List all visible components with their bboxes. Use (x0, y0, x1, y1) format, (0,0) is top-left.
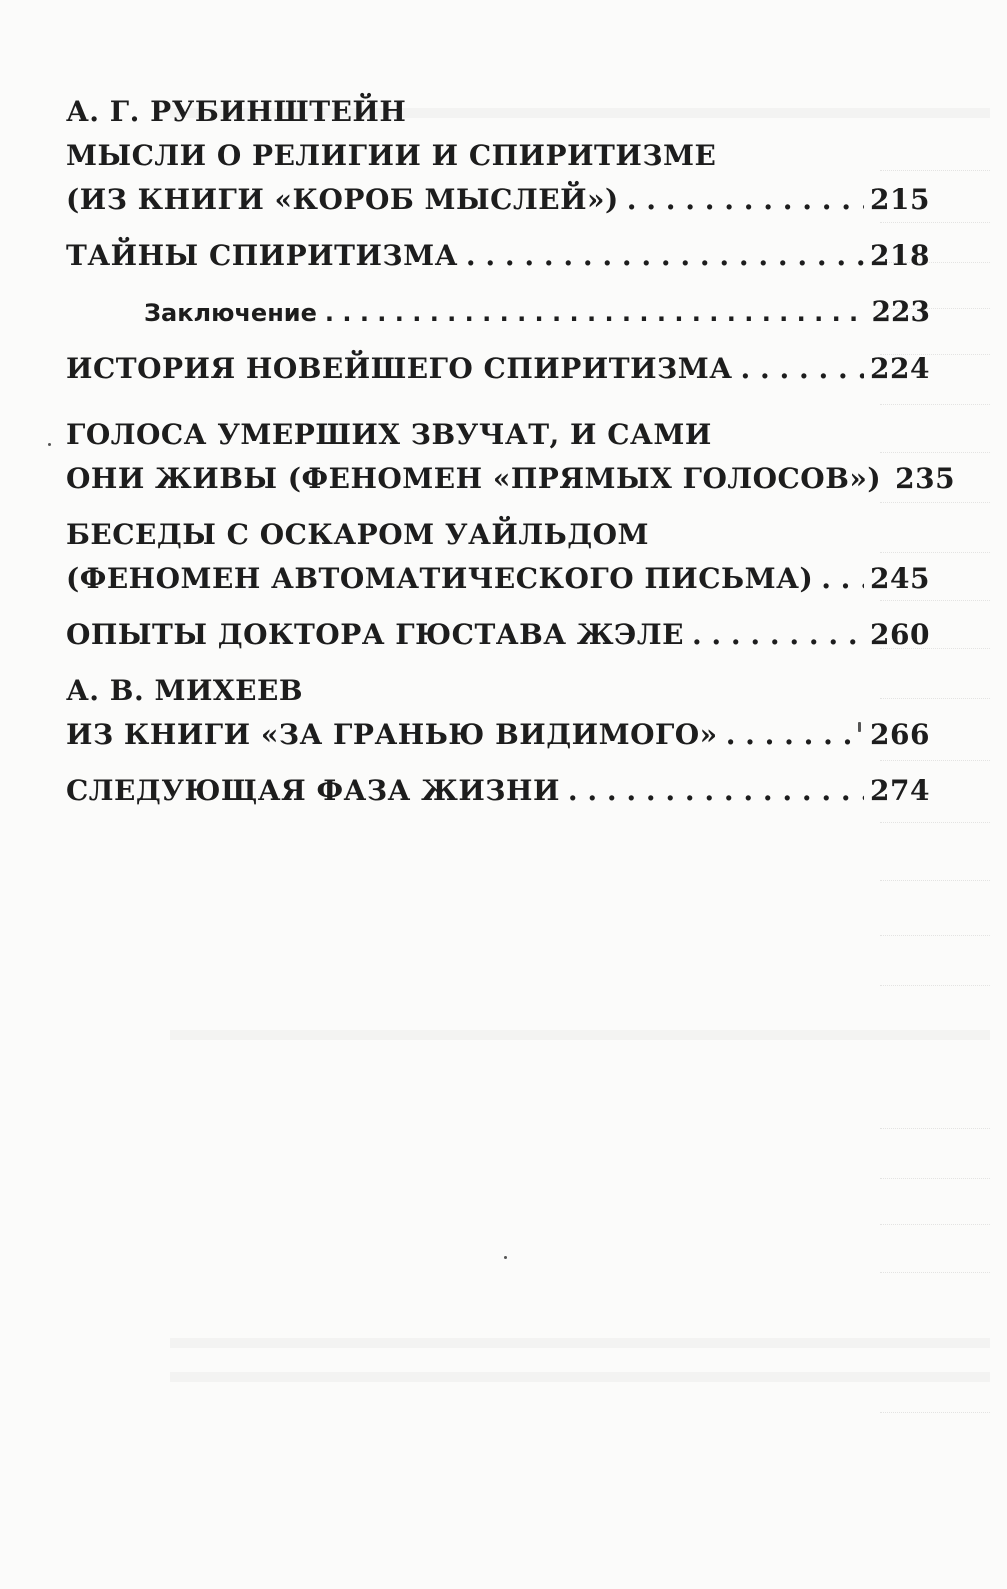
toc-page-number: 224 (870, 352, 930, 385)
dot-leader (568, 769, 864, 813)
toc-entry-title: ОПЫТЫ ДОКТОРА ГЮСТАВА ЖЭЛЕ (66, 618, 684, 651)
author-name: А. Г. РУБИНШТЕЙН (66, 95, 407, 128)
dot-leader (692, 613, 864, 657)
toc-entry[interactable] (66, 347, 930, 391)
toc-entry[interactable] (66, 178, 930, 222)
toc-entry[interactable] (66, 769, 930, 813)
speck-mark (48, 443, 51, 446)
toc-entry[interactable] (66, 557, 930, 601)
speck-mark (858, 722, 861, 732)
toc-entry-title: ИЗ КНИГИ «ЗА ГРАНЬЮ ВИДИМОГО» (66, 718, 718, 751)
toc-entry[interactable] (66, 234, 930, 278)
toc-page-number: 245 (870, 562, 930, 595)
toc-page-number: 266 (870, 718, 930, 751)
toc-entry-title: ТАЙНЫ СПИРИТИЗМА (66, 239, 458, 272)
toc-entry-title: ИСТОРИЯ НОВЕЙШЕГО СПИРИТИЗМА (66, 352, 733, 385)
toc-entry[interactable] (66, 613, 930, 657)
toc-entry-title-line1: ГОЛОСА УМЕРШИХ ЗВУЧАТ, И САМИ (66, 418, 712, 451)
toc-entry-title-line1: МЫСЛИ О РЕЛИГИИ И СПИРИТИЗМЕ (66, 139, 717, 172)
dot-leader (466, 234, 864, 278)
toc-entry-title-line1: БЕСЕДЫ С ОСКАРОМ УАЙЛЬДОМ (66, 518, 649, 551)
toc-page-number: 274 (870, 774, 930, 807)
toc-entry-title: СЛЕДУЮЩАЯ ФАЗА ЖИЗНИ (66, 774, 560, 807)
toc-entry[interactable] (66, 457, 956, 501)
dot-leader (821, 557, 864, 601)
toc-page-number: 235 (895, 462, 956, 495)
dot-leader (325, 291, 866, 335)
table-of-contents (66, 90, 956, 813)
toc-subentry[interactable] (66, 290, 930, 335)
toc-entry-title-line2: ОНИ ЖИВЫ (ФЕНОМЕН «ПРЯМЫХ ГОЛОСОВ») (66, 462, 882, 495)
dot-leader (741, 347, 865, 391)
toc-entry-title-line2: (ИЗ КНИГИ «КОРОБ МЫСЛЕЙ») (66, 183, 619, 216)
toc-entry-title-line2: (ФЕНОМЕН АВТОМАТИЧЕСКОГО ПИСЬМА) (66, 562, 814, 595)
toc-page-number: 218 (870, 239, 930, 272)
toc-page-number: 260 (870, 618, 930, 651)
dot-leader (627, 178, 864, 222)
author-name: А. В. МИХЕЕВ (66, 674, 303, 707)
speck-mark (504, 1256, 507, 1259)
dot-leader (726, 713, 864, 757)
toc-subentry-title: Заключение (144, 299, 317, 327)
toc-page-number: 223 (871, 295, 930, 328)
toc-page-number: 215 (870, 183, 930, 216)
toc-entry[interactable] (66, 713, 930, 757)
